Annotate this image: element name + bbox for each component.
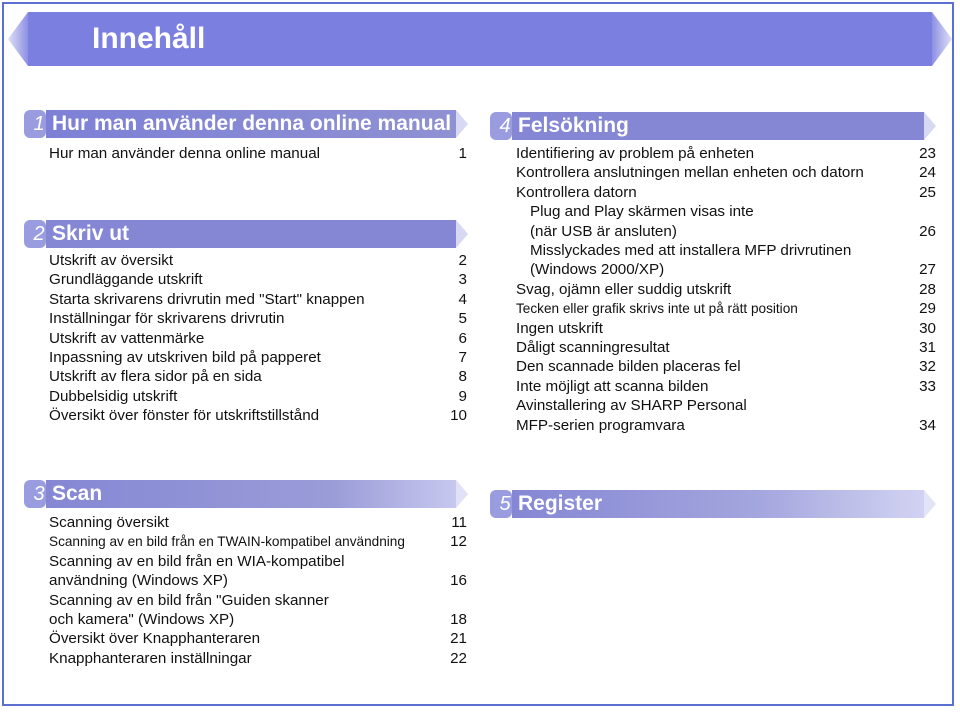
toc-entry[interactable] <box>49 513 467 532</box>
toc-entry-label: Misslyckades med att installera MFP drivrutinen <box>530 242 852 260</box>
toc-entry-label: Översikt över Knapphanteraren <box>49 630 261 648</box>
toc-entry-page: 2 <box>458 252 467 269</box>
toc-entry[interactable] <box>49 144 467 163</box>
toc-entry[interactable] <box>516 222 936 241</box>
section-title: Felsökning <box>518 114 629 137</box>
toc-entry[interactable] <box>516 357 936 376</box>
toc-entry-page: 12 <box>450 533 467 551</box>
section-number: 2 <box>33 223 45 245</box>
toc-entry-label: Knapphanteraren inställningar <box>49 649 252 667</box>
section-header-4[interactable] <box>490 112 936 140</box>
toc-list-1 <box>49 144 467 163</box>
toc-entry-label: Utskrift av översikt <box>49 252 174 269</box>
section-header-2[interactable] <box>24 220 468 248</box>
toc-entry-label: Scanning av en bild från "Guiden skanner <box>49 591 329 609</box>
section-title: Register <box>518 492 603 515</box>
toc-entry-label: Svag, ojämn eller suddig utskrift <box>516 280 732 298</box>
toc-entry[interactable] <box>49 251 467 270</box>
toc-entry-page: 1 <box>458 145 467 162</box>
toc-entry-page: 5 <box>458 310 467 328</box>
toc-entry[interactable] <box>49 591 467 610</box>
toc-entry[interactable] <box>49 629 467 648</box>
toc-list-2 <box>49 251 467 426</box>
toc-entry-label: Utskrift av vattenmärke <box>49 329 205 347</box>
toc-entry[interactable] <box>516 202 936 221</box>
toc-entry-label: MFP-serien programvara <box>516 416 685 434</box>
toc-entry-label: Översikt över fönster för utskriftstillstånd <box>49 407 320 425</box>
toc-entry[interactable] <box>49 610 467 629</box>
toc-entry-label: Scanning av en bild från en TWAIN-kompatibel användning <box>49 534 405 550</box>
toc-entry-page: 31 <box>919 339 936 357</box>
toc-entry-label: Dubbelsidig utskrift <box>49 387 178 405</box>
section-number: 1 <box>33 113 45 135</box>
toc-entry-page: 23 <box>919 145 936 162</box>
toc-entry-page: 22 <box>450 649 467 667</box>
toc-entry-label: Starta skrivarens drivrutin med "Start" knappen <box>49 290 365 308</box>
toc-entry[interactable] <box>516 280 936 299</box>
toc-entry-label: Inställningar för skrivarens drivrutin <box>49 310 285 328</box>
toc-entry-page: 10 <box>450 407 467 425</box>
toc-entry-page: 32 <box>919 358 936 376</box>
section-number: 4 <box>499 115 511 137</box>
toc-entry[interactable] <box>49 270 467 289</box>
toc-entry[interactable] <box>516 338 936 357</box>
toc-entry[interactable] <box>516 260 936 279</box>
toc-entry-label: Scanning översikt <box>49 514 169 531</box>
toc-entry[interactable] <box>516 163 936 182</box>
section-title: Hur man använder denna online manual <box>52 112 452 135</box>
toc-entry-page: 8 <box>458 368 467 386</box>
toc-entry-page: 21 <box>450 630 467 648</box>
toc-entry-page: 18 <box>450 611 467 629</box>
toc-entry[interactable] <box>516 299 936 318</box>
toc-entry-label: (när USB är ansluten) <box>530 222 677 240</box>
toc-entry-label: (Windows 2000/XP) <box>530 261 665 279</box>
toc-entry-page: 28 <box>919 280 936 298</box>
toc-entry-page: 11 <box>451 514 467 531</box>
toc-entry[interactable] <box>49 309 467 328</box>
toc-entry-label: Den scannade bilden placeras fel <box>516 358 741 376</box>
toc-entry-page: 26 <box>919 222 936 240</box>
toc-entry-label: Kontrollera datorn <box>516 183 637 201</box>
toc-entry-page: 33 <box>919 377 936 395</box>
toc-entry[interactable] <box>49 290 467 309</box>
toc-entry-page: 7 <box>458 349 467 367</box>
toc-entry-label: Hur man använder denna online manual <box>49 145 321 162</box>
toc-entry[interactable] <box>49 571 467 590</box>
toc-entry-page: 24 <box>919 164 936 182</box>
title-banner <box>8 12 952 66</box>
toc-entry-page: 3 <box>458 271 467 289</box>
toc-entry-page: 25 <box>919 183 936 201</box>
toc-entry[interactable] <box>49 387 467 406</box>
toc-entry-label: Avinstallering av SHARP Personal <box>516 397 747 415</box>
toc-entry-page: 30 <box>919 319 936 337</box>
toc-entry-label: Plug and Play skärmen visas inte <box>530 203 754 221</box>
toc-entry[interactable] <box>516 396 936 415</box>
page-title: Innehåll <box>92 22 206 55</box>
section-header-3[interactable] <box>24 480 468 508</box>
section-header-1[interactable] <box>24 110 468 138</box>
section-title: Scan <box>52 482 103 505</box>
toc-entry[interactable] <box>49 649 467 668</box>
toc-list-3 <box>49 513 467 668</box>
toc-entry[interactable] <box>516 183 936 202</box>
toc-entry-page: 4 <box>458 290 467 308</box>
toc-entry[interactable] <box>49 532 467 551</box>
toc-entry-page: 6 <box>458 329 467 347</box>
toc-entry-label: Grundläggande utskrift <box>49 271 203 289</box>
section-header-5[interactable] <box>490 490 936 518</box>
toc-entry-page: 16 <box>450 572 467 590</box>
toc-entry[interactable] <box>516 416 936 435</box>
toc-entry-page: 34 <box>919 416 936 434</box>
toc-entry-label: Inpassning av utskriven bild på papperet <box>49 349 321 367</box>
toc-entry[interactable] <box>516 241 936 260</box>
toc-entry-label: och kamera" (Windows XP) <box>49 611 235 629</box>
toc-entry-label: Kontrollera anslutningen mellan enheten och datorn <box>516 164 864 182</box>
toc-entry-label: Utskrift av flera sidor på en sida <box>49 368 262 386</box>
section-number: 3 <box>33 483 45 505</box>
toc-entry[interactable] <box>516 319 936 338</box>
toc-entry[interactable] <box>516 144 936 163</box>
toc-entry[interactable] <box>49 406 467 425</box>
toc-entry-page: 9 <box>458 387 467 405</box>
toc-entry[interactable] <box>49 367 467 386</box>
toc-entry[interactable] <box>49 348 467 367</box>
toc-entry[interactable] <box>49 329 467 348</box>
toc-entry-label: Tecken eller grafik skrivs inte ut på rätt position <box>516 301 798 317</box>
toc-entry-label: Inte möjligt att scanna bilden <box>516 377 709 395</box>
toc-entry-label: Scanning av en bild från en WIA-kompatibel <box>49 552 345 570</box>
toc-entry[interactable] <box>49 552 467 571</box>
toc-entry[interactable] <box>516 377 936 396</box>
section-title: Skriv ut <box>52 222 130 245</box>
toc-entry-page: 27 <box>919 261 936 279</box>
toc-entry-label: Ingen utskrift <box>516 319 603 337</box>
toc-entry-page: 29 <box>919 300 936 318</box>
toc-list-4 <box>516 144 936 435</box>
section-number: 5 <box>499 493 511 515</box>
toc-entry-label: användning (Windows XP) <box>49 572 228 590</box>
toc-entry-label: Dåligt scanningresultat <box>516 339 670 357</box>
toc-entry-label: Identifiering av problem på enheten <box>516 145 755 162</box>
